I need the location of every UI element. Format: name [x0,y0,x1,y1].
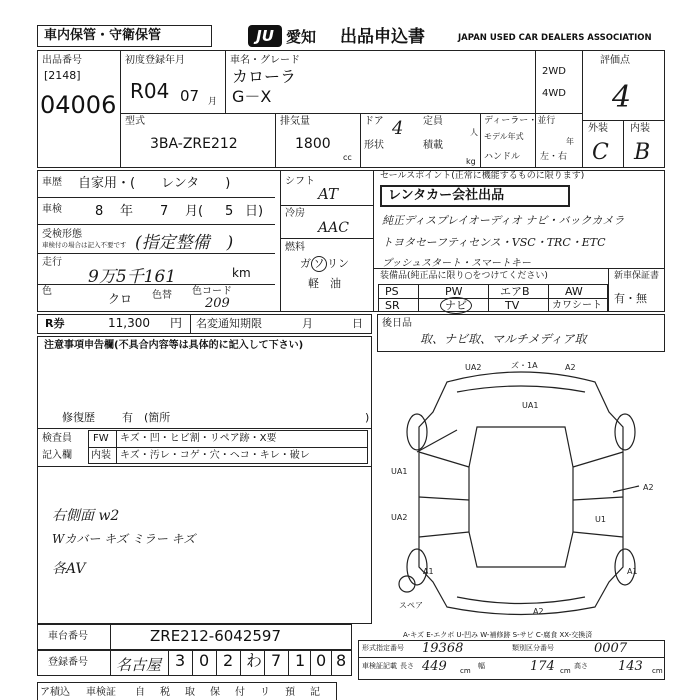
doc-item-7: リ [260,687,270,698]
inspection-day-unit: 日) [245,204,264,219]
length-value: 449 [422,659,447,674]
lot-sub-number: [2148] [44,69,81,82]
doc-item-9: 記 [310,687,320,698]
form-title: 出品申込書 [340,27,425,47]
width-label: 幅 [478,662,485,670]
repair-label: 修復歴 [62,411,95,424]
doors-value: 4 [392,118,404,139]
drive-2wd: 2WD [542,66,566,77]
sales-points-label: セールスポイント(正常に機能するものに限ります) [380,171,585,181]
plate-char-3: 2 [223,651,234,670]
inspection-month-unit: 月( [185,204,204,219]
inspection-month: 7 [160,204,169,219]
height-label: 高さ [574,662,588,670]
weight-label: 積載 [423,140,443,151]
inspection-day: 5 [225,204,234,219]
brand-region: 愛知 [286,28,317,46]
equip-airbag: エアB [500,285,530,298]
mark-a2-front: A2 [565,363,576,372]
dealer-label: ディーラー・並行 [484,116,556,126]
doc-item-5: 保 [210,687,220,698]
aircon-label: 冷房 [285,208,305,219]
fuel-label: 燃料 [285,242,305,253]
height-value: 143 [618,659,643,674]
score-value: 4 [612,80,632,115]
doors-label: ドア [364,116,384,127]
wheel-front-left [407,414,427,450]
car-hood-line [457,386,585,392]
registration-era-year: R04 [130,79,170,103]
equip-pw: PW [445,285,463,298]
color-change-label: 色替 [152,290,172,301]
vehicle-grade: G－X [232,87,272,106]
sales-line-3: プッシュスタート・スマートキー [382,258,531,269]
mileage-label: 走行 [42,257,62,268]
registration-month-unit: 月 [208,97,218,107]
mileage-unit: km [232,266,251,280]
sales-banner: レンタカー会社出品 [388,188,505,203]
inspector-field: 記入欄 [42,450,72,461]
plate-char-8: 8 [336,651,347,670]
type-value: 19368 [422,641,464,656]
doc-item-4: 取 [185,687,195,698]
equip-sr: SR [385,299,400,312]
score-exterior-label: 外装 [588,123,608,134]
brand-mark: JU [256,27,274,45]
mark-u1-right: U1 [595,515,606,524]
plate-char-6: 1 [295,651,306,670]
repair-value: 有 (箇所 [122,411,171,424]
vehicle-name-label: 車名・グレード [230,55,300,66]
form-title-en: JAPAN USED CAR DEALERS ASSOCIATION [458,33,652,43]
plate-char-2: 0 [199,651,210,670]
inspector-interior-items: キズ・汚レ・コゲ・穴・ヘコ・キレ・破レ [120,450,310,461]
after-equipment-label: 後日品 [382,318,412,329]
handle-label: ハンドル [484,152,521,162]
chassis-value: ZRE212-6042597 [150,627,282,645]
class-label: 類別区分番号 [512,644,554,652]
equip-leather-seat: カワシート [552,300,602,311]
class-value: 0007 [594,641,628,656]
mark-ua1-top: UA1 [522,401,539,410]
plate-char-7: 0 [316,651,327,670]
length-label: 長さ [400,662,414,670]
note-line-1: 右側面 w2 [52,508,120,524]
handle-value: 左・右 [540,152,568,162]
wheel-front-right [615,414,635,450]
sales-line-2: トヨタセーフティセンス・VSC・TRC・ETC [382,236,606,249]
model-label: 型式 [125,116,145,127]
width-value: 174 [530,659,555,674]
vehicle-name: カローラ [232,67,297,86]
mark-ua1-left: UA1 [391,467,408,476]
mark-ua2-left: UA2 [391,513,408,522]
usage-value: 自家用・( レンタ ) [78,176,231,191]
navi-circle-mark [440,297,472,314]
color-label: 色 [42,286,52,297]
note-line-2: Wカバー キズ ミラー キズ [52,532,196,546]
lot-number: 04006 [40,91,117,119]
car-trunk-line [457,597,585,604]
score-interior-label: 内装 [630,123,650,134]
plate-char-1: 3 [175,651,186,670]
shift-label: シフト [285,176,315,187]
inspector-fw-items: キズ・凹・ヒビ割・リペア跡・X要 [120,433,277,444]
mark-zu1a: ズ・1A [511,361,538,370]
mark-ua2-front: UA2 [465,363,482,372]
plate-char-5: 7 [271,651,282,670]
drive-4wd: 4WD [542,88,566,99]
doc-item-2: 自 [135,687,145,698]
maintenance-value: (指定整備 ) [135,233,234,253]
shift-value: AT [318,185,339,203]
lot-label: 出品番号 [42,55,82,66]
doc-item-1: 車検証 [86,687,116,698]
inspection-year-unit: 年 [120,204,134,219]
chassis-label: 車台番号 [48,631,88,642]
type-label: 形式指定番号 [362,644,404,652]
car-damage-diagram [377,352,665,627]
score-label: 評価点 [600,55,630,66]
plate-region: 名古屋 [116,656,162,674]
color-code-label: 色コード [192,286,232,297]
fuel-diesel: 軽 油 [308,277,341,290]
mark-a1-right: A1 [627,567,638,576]
model-value: 3BA-ZRE212 [150,136,238,152]
repair-close: ) [365,411,370,424]
notes-box [37,336,372,624]
equip-tv: TV [505,299,520,312]
model-year-unit: 年 [566,137,574,146]
displacement-value: 1800 [295,136,331,152]
notice-label: 名変通知期限 [196,317,262,330]
capacity-label: 定員 [423,116,443,127]
height-unit: cm [652,667,663,675]
damage-legend: A-キズ E-エクボ U-凹み W-補修跡 S-サビ C-腐食 XX-交換済 [403,631,593,639]
capacity-unit: 人 [470,128,478,137]
doc-item-3: 税 [160,687,170,698]
note-line-3: 各AV [52,561,86,577]
color-value: クロ [108,292,133,306]
aircon-value: AAC [318,220,349,236]
equip-aw: AW [565,285,583,298]
car-body-outline [419,372,623,615]
maintenance-label: 受検形態 [42,229,82,240]
mileage-value: 9万5千161 [88,267,177,287]
fuel-gas-suffix: リン [327,257,349,270]
length-unit: cm [460,667,471,675]
tax-label: R券 [45,317,65,330]
inspection-label: 車検 [42,204,62,215]
displacement-unit: cc [343,153,352,162]
equipment-label: 装備品(純正品に限り○をつけてください) [380,271,548,281]
fuel-gas-circled: ソ [311,256,327,272]
width-unit: cm [560,667,571,675]
notice-day: 日 [352,317,363,330]
plate-char-4: わ [246,651,263,670]
mark-a2-rear: A2 [533,607,544,616]
plate-label: 登録番号 [48,657,88,668]
color-code-value: 209 [205,296,230,311]
after-equipment-value: 取、ナビ取、マルチメディア取 [420,332,587,346]
storage-label: 車内保管・守衛保管 [44,28,162,43]
notes-label: 注意事項申告欄(不具合内容等は具体的に記入して下さい) [44,340,304,351]
ju-logo [248,25,282,47]
sales-line-1: 純正ディスプレイオーディオ ナビ・バックカメラ [382,214,625,227]
spare-label: スペア [399,601,423,610]
warranty-label: 新車保証書 [614,271,660,281]
warranty-value: 有・無 [614,292,647,305]
usage-label: 車歴 [42,177,62,188]
fuel-gas-prefix: ガ [300,257,311,270]
mark-a2-right: A2 [643,483,654,492]
registration-month: 07 [180,87,200,105]
inspection-year: 8 [95,204,104,219]
dims-label: 車検証記載 [362,662,397,670]
doc-item-8: 預 [285,687,295,698]
documents-label: ア積込 [40,687,70,698]
registration-label: 初度登録年月 [125,55,185,66]
inspector-interior: 内装 [91,450,111,461]
mark-a1-left: A1 [423,567,434,576]
equip-navi: ナビ [445,299,467,312]
maintenance-sublabel: 車検付の場合は記入不要です [42,241,127,249]
weight-unit: kg [466,157,476,166]
score-exterior: C [592,140,609,165]
tax-unit: 円 [170,316,183,330]
displacement-label: 排気量 [280,116,310,127]
car-roof-outline [469,427,573,567]
inspector-fw: FW [93,433,109,444]
shape-label: 形状 [364,140,384,151]
top-spec-block [37,50,665,168]
doc-item-6: 付 [235,687,245,698]
equip-ps: PS [385,285,399,298]
inspector-label: 検査員 [42,433,72,444]
model-year-label: モデル年式 [484,132,524,141]
notice-month: 月 [302,317,313,330]
score-interior: B [634,140,651,165]
tax-value: 11,300 [108,316,150,330]
